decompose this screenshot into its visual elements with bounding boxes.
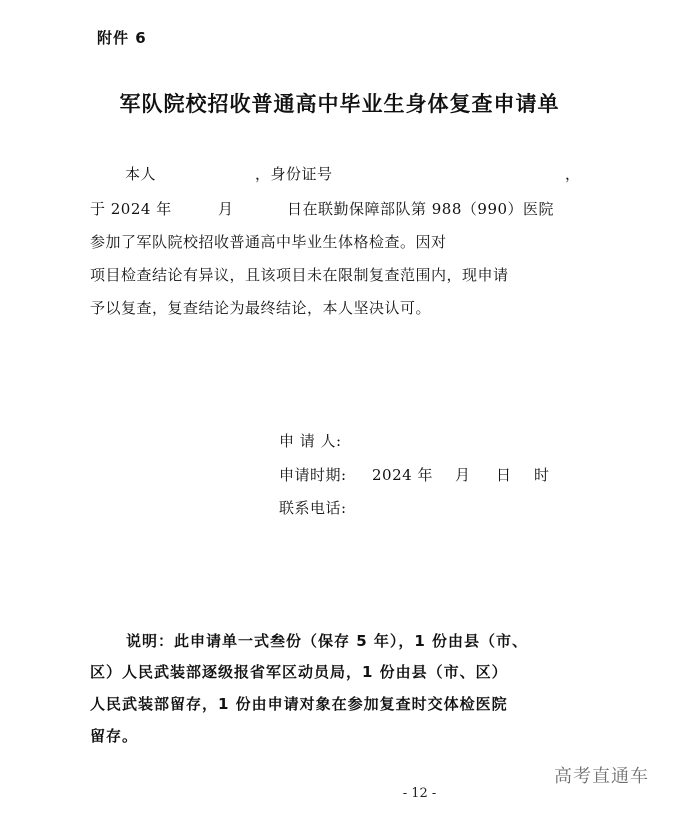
applicant-label: 申 请 人: [279, 432, 342, 450]
note-line-2: 区）人民武装部逐级报省军区动员局，1 份由县（市、区） [90, 663, 508, 681]
note-line-4: 留存。 [90, 727, 139, 745]
body-line-1-comma: ， [565, 165, 581, 183]
application-date-day: 日 [496, 466, 512, 484]
attachment-label: 附件 6 [97, 29, 147, 47]
body-line-3: 参加了军队院校招收普通高中毕业生体格检查。因对 [90, 233, 447, 251]
application-date-label: 申请时期: [279, 466, 347, 484]
body-line-1-id-label: ，身份证号 [255, 165, 333, 183]
body-line-1-name-label: 本人 [125, 165, 157, 183]
note-line-3: 人民武装部留存，1 份由申请对象在参加复查时交体检医院 [90, 695, 508, 713]
body-line-2-month: 月 [218, 200, 234, 218]
page-number-text: - 12 - [402, 786, 437, 801]
body-line-2-hospital: 日在联勤保障部队第 988（990）医院 [287, 200, 555, 218]
document-title: 军队院校招收普通高中毕业生身体复查申请单 [119, 92, 560, 116]
application-date-year: 2024 年 [372, 466, 433, 484]
page-number [0, 786, 679, 801]
body-line-2-year: 于 2024 年 [90, 200, 172, 218]
phone-label: 联系电话: [279, 499, 347, 517]
application-date-hour: 时 [534, 466, 550, 484]
application-date-month: 月 [455, 466, 471, 484]
watermark-text: 高考直通车 [554, 766, 649, 787]
note-line-1: 说明：此申请单一式叁份（保存 5 年），1 份由县（市、 [126, 632, 529, 650]
body-line-5: 予以复查，复查结论为最终结论，本人坚决认可。 [90, 299, 432, 317]
body-line-4: 项目检查结论有异议，且该项目未在限制复查范围内，现申请 [90, 266, 509, 284]
